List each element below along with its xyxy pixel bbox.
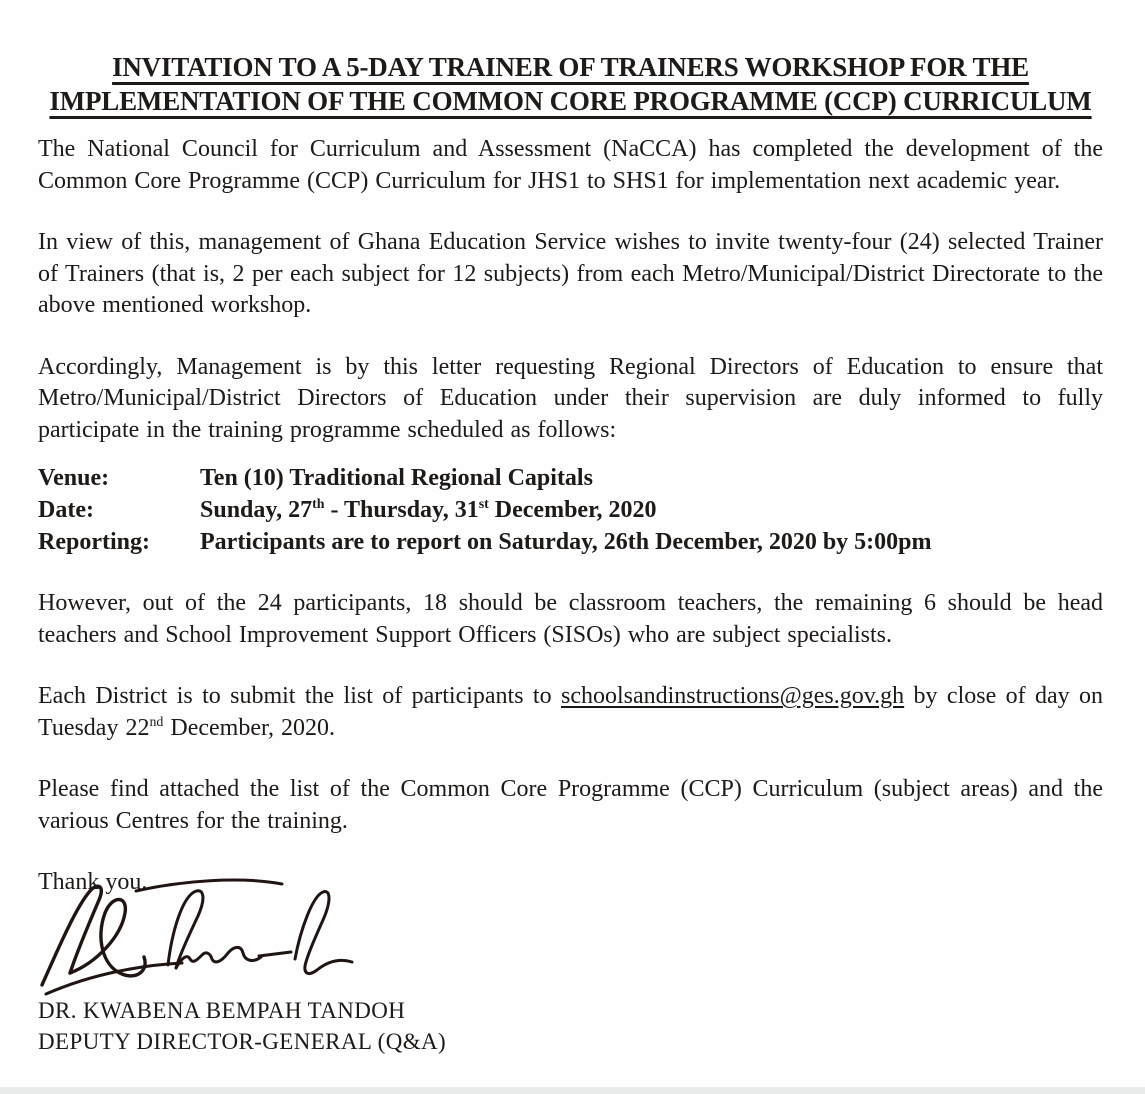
paragraph-submission: Each District is to submit the list of participants to schoolsandinstructions@ges.gov.gh by close of day on Tuesday 22nd December, 2020. [38,683,1103,741]
signatory-title: DEPUTY DIRECTOR-GENERAL (Q&A) [38,1029,447,1054]
ordinal-27th: th [312,497,325,512]
date-label: Date: [38,497,94,523]
page-bottom-edge [0,1087,1145,1094]
signatory-name: DR. KWABENA BEMPAH TANDOH [38,998,406,1023]
paragraph-participants: However, out of the 24 participants, 18 should be classroom teachers, the remaining 6 should be head teachers and School Improvement Support Officers (SISOs) who are subject specialists. [38,590,1103,648]
document-title-line1: INVITATION TO A 5-DAY TRAINER OF TRAINERS WORKSHOP FOR THE [112,52,1029,82]
signature-block [38,867,1103,995]
document-title-line2: IMPLEMENTATION OF THE COMMON CORE PROGRAMME (CCP) CURRICULUM [49,86,1092,116]
ordinal-22nd: nd [149,714,164,730]
thank-you-text: Thank you. [38,869,148,895]
email-link[interactable]: schoolsandinstructions@ges.gov.gh [560,683,905,709]
ordinal-31st: st [478,497,489,512]
signature-scribble [32,873,362,999]
reporting-value: Participants are to report on Saturday, 26th December, 2020 by 5:00pm [200,529,932,555]
venue-value: Ten (10) Traditional Regional Capitals [200,465,593,491]
paragraph-intro: The National Council for Curriculum and Assessment (NaCCA) has completed the development of the Common Core Programme (CCP) Curriculum for JHS1 to SHS1 for implementation next academic year. [38,136,1103,194]
document-title [38,50,1103,118]
venue-label: Venue: [38,465,110,491]
reporting-label: Reporting: [38,529,150,555]
paragraph-request: Accordingly, Management is by this letter requesting Regional Directors of Education to ensure that Metro/Municipal/District Directors of Education under their supervision are duly informed to fully participate in the training programme scheduled as follows: [38,353,1103,443]
schedule-block [38,462,1103,558]
date-value: Sunday, 27th - Thursday, 31st December, 2020 [200,497,657,523]
paragraph-attachment: Please find attached the list of the Common Core Programme (CCP) Curriculum (subject areas) and the various Centres for the training. [38,776,1103,834]
paragraph-invitation: In view of this, management of Ghana Education Service wishes to invite twenty-four (24) selected Trainer of Trainers (that is, 2 per each subject for 12 subjects) from each Metro/Municipal/District Directorate to the above mentioned workshop. [38,229,1103,318]
